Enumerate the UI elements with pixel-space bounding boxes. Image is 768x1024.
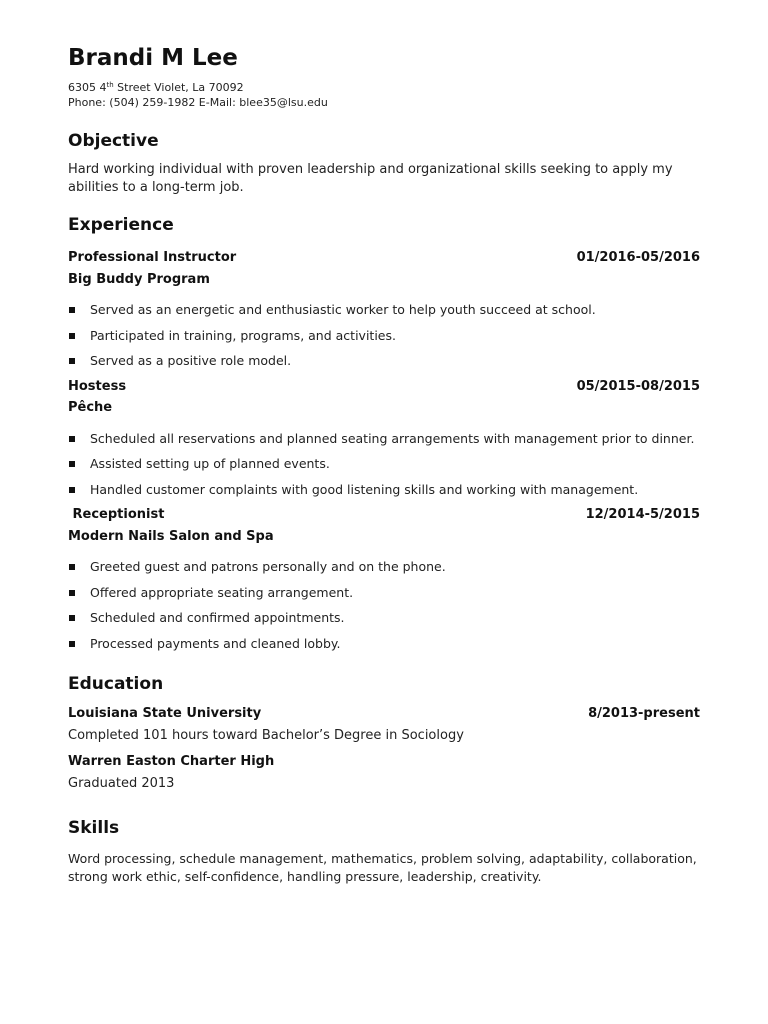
school-header: [68, 705, 700, 723]
school-dates: 8/2013-present: [588, 705, 700, 721]
address-ordinal: th: [106, 81, 114, 89]
school-name: Louisiana State University: [68, 705, 262, 721]
job-organization: Modern Nails Salon and Spa: [68, 529, 274, 544]
square-bullet-icon: [69, 461, 75, 467]
list-item: Processed payments and cleaned lobby.: [68, 635, 700, 653]
school-detail: Completed 101 hours toward Bachelor’s Degree in Sociology: [68, 727, 464, 743]
square-bullet-icon: [69, 307, 75, 313]
list-item: Served as a positive role model.: [68, 352, 700, 370]
job-role: Receptionist: [68, 507, 165, 522]
job-duties-list: [68, 558, 700, 653]
job-entry: [68, 249, 700, 370]
address-street: Street Violet, La 70092: [113, 81, 244, 94]
education-heading: Education: [68, 673, 164, 694]
list-item: Scheduled and confirmed appointments.: [68, 609, 700, 627]
job-header: [68, 249, 700, 267]
job-duties-list: [68, 430, 700, 499]
list-item: Participated in training, programs, and activities.: [68, 327, 700, 345]
list-item: Scheduled all reservations and planned seating arrangements with management prior to dinner.: [68, 430, 700, 448]
job-entry: [68, 506, 700, 653]
job-role: Professional Instructor: [68, 250, 237, 265]
skills-text: Word processing, schedule management, mathematics, problem solving, adaptability, collaboration, strong work ethic, self-confidence, handling pressure, leadership, creativity.: [68, 850, 697, 884]
square-bullet-icon: [69, 487, 75, 493]
square-bullet-icon: [69, 333, 75, 339]
job-dates: 01/2016-05/2016: [576, 250, 700, 265]
school-detail: Graduated 2013: [68, 775, 175, 791]
contact-block: [68, 80, 700, 110]
job-dates: 12/2014-5/2015: [585, 507, 700, 522]
list-item: Assisted setting up of planned events.: [68, 455, 700, 473]
candidate-name: Brandi M Lee: [68, 45, 238, 71]
square-bullet-icon: [69, 436, 75, 442]
school-header: [68, 753, 700, 771]
job-dates: 05/2015-08/2015: [576, 378, 700, 394]
square-bullet-icon: [69, 590, 75, 596]
job-role: Hostess: [68, 378, 127, 394]
square-bullet-icon: [69, 358, 75, 364]
list-item: Served as an energetic and enthusiastic worker to help youth succeed at school.: [68, 301, 700, 319]
square-bullet-icon: [69, 615, 75, 621]
job-header: [68, 378, 700, 396]
list-item: Handled customer complaints with good listening skills and working with management.: [68, 481, 700, 499]
square-bullet-icon: [69, 564, 75, 570]
job-organization: Pêche: [68, 399, 113, 415]
job-header: [68, 506, 700, 524]
skills-heading: Skills: [68, 817, 120, 838]
list-item: Greeted guest and patrons personally and on the phone.: [68, 558, 700, 576]
school-name: Warren Easton Charter High: [68, 753, 275, 769]
list-item: Offered appropriate seating arrangement.: [68, 584, 700, 602]
job-entry: [68, 378, 700, 499]
objective-heading: Objective: [68, 131, 159, 151]
job-organization: Big Buddy Program: [68, 272, 210, 287]
address-number: 6305 4: [68, 81, 107, 94]
education-entry: [68, 705, 700, 745]
education-entry: [68, 753, 700, 793]
phone-email-line: Phone: (504) 259-1982 E-Mail: blee35@lsu.edu: [68, 96, 328, 109]
experience-heading: Experience: [68, 215, 174, 235]
square-bullet-icon: [69, 641, 75, 647]
address-line: [68, 80, 700, 95]
job-duties-list: [68, 301, 700, 370]
objective-text: Hard working individual with proven leadership and organizational skills seeking to apply my abilities to a long-term job.: [68, 162, 673, 195]
